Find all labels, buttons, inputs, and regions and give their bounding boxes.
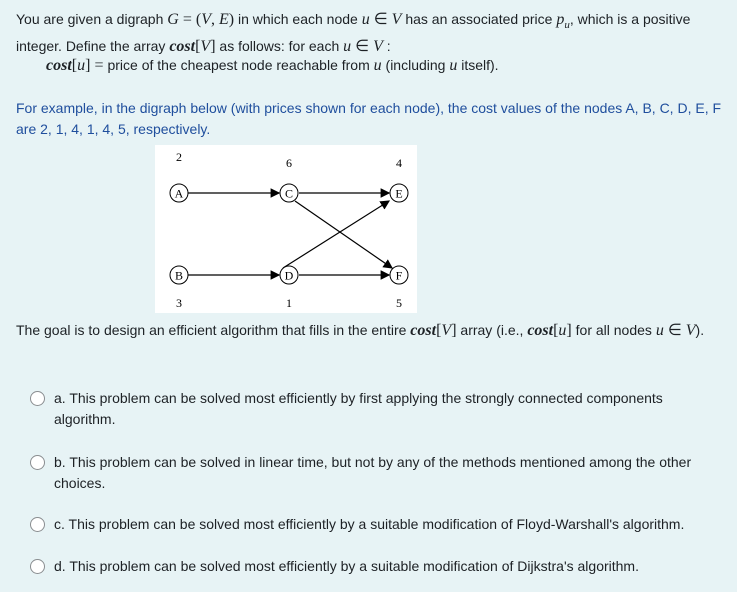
node-a	[170, 150, 188, 202]
node-f-price: 5	[396, 296, 402, 310]
node-d	[280, 266, 298, 310]
cost-definition: cost[u] = price of the cheapest node reachable from u (including u itself).	[46, 57, 499, 74]
node-b-label: B	[174, 268, 184, 283]
option-b-radio[interactable]	[30, 455, 45, 470]
node-e-price: 4	[396, 156, 402, 170]
node-b	[170, 266, 188, 310]
node-c-price: 6	[286, 156, 292, 170]
option-a[interactable]	[30, 388, 723, 430]
option-c-label[interactable]: c. This problem can be solved most efficiently by a suitable modification of Floyd-Warshall's algorithm.	[54, 516, 685, 532]
node-c-label: C	[284, 186, 294, 201]
question-intro: You are given a digraph G = (V, E) in which each node u ∈ V has an associated price $p_u$, which is a positive integer. Define the array cost[V] as follows: for each u ∈ V :	[16, 11, 691, 55]
option-d-radio[interactable]	[30, 559, 45, 574]
edge-f-c	[283, 201, 389, 268]
digraph-svg	[155, 145, 417, 313]
node-d-price: 1	[286, 296, 292, 310]
option-a-label[interactable]: a. This problem can be solved most efficiently by first applying the strongly connected components algorithm.	[54, 390, 663, 427]
digraph-figure	[155, 145, 417, 313]
option-c-radio[interactable]	[30, 517, 45, 532]
node-f	[390, 266, 408, 310]
option-b[interactable]	[30, 452, 723, 494]
node-d-label: D	[284, 268, 294, 283]
node-f-label: F	[395, 268, 403, 283]
option-d-label[interactable]: d. This problem can be solved most efficiently by a suitable modification of Dijkstra's algorithm.	[54, 558, 639, 574]
option-b-label[interactable]: b. This problem can be solved in linear time, but not by any of the methods mentioned among the other choices.	[54, 454, 692, 491]
example-text: For example, in the digraph below (with prices shown for each node), the cost values of the nodes A, B, C, D, E, F are 2, 1, 4, 1, 4, 5, respectively.	[16, 100, 722, 137]
node-b-price: 3	[176, 296, 182, 310]
node-e-label: E	[395, 186, 403, 201]
node-e	[390, 156, 408, 202]
node-c	[280, 156, 298, 202]
option-d[interactable]	[30, 556, 723, 577]
option-a-radio[interactable]	[30, 391, 45, 406]
node-a-label: A	[174, 186, 184, 201]
node-a-price: 2	[176, 150, 182, 164]
option-c[interactable]	[30, 514, 723, 535]
question-goal: The goal is to design an efficient algorithm that fills in the entire cost[V] array (i.e., cost[u] for all nodes u ∈ V).	[16, 322, 705, 339]
edge-c-f	[295, 201, 392, 268]
